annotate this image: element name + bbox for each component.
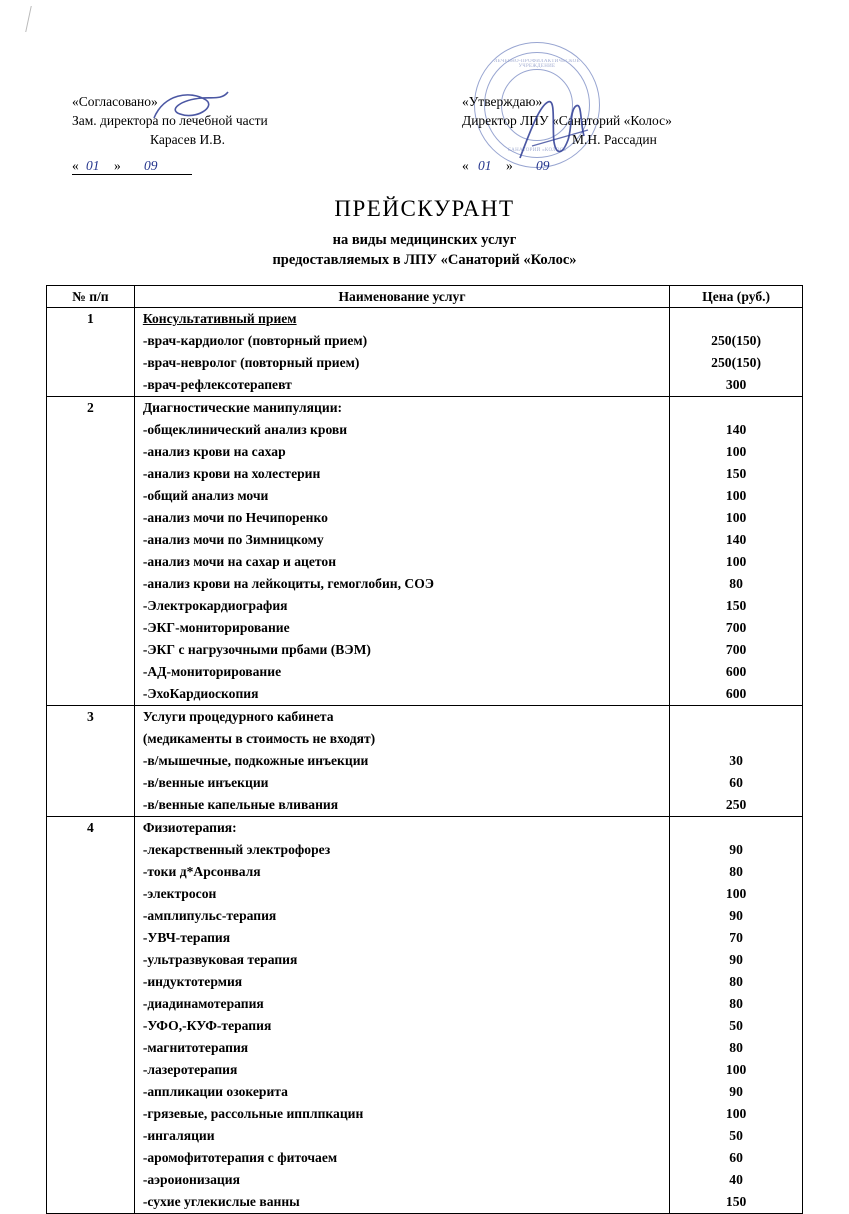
table-row [47,706,803,729]
cell-service-name: -токи д*Арсонваля [134,861,669,883]
cell-num [47,595,135,617]
cell-price: 100 [670,1059,803,1081]
cell-num [47,728,135,750]
table-row [47,905,803,927]
table-row [47,728,803,750]
cell-num [47,529,135,551]
cell-service-name: -Электрокардиография [134,595,669,617]
cell-service-name: -анализ крови на сахар [134,441,669,463]
cell-num [47,330,135,352]
cell-service-name: Физиотерапия: [134,817,669,840]
approval-left-title: «Согласовано» [72,94,158,109]
table-row [47,397,803,420]
cell-num [47,1059,135,1081]
cell-price: 80 [670,861,803,883]
cell-num: 4 [47,817,135,840]
cell-service-name: -анализ мочи на сахар и ацетон [134,551,669,573]
cell-num [47,1081,135,1103]
cell-num [47,441,135,463]
cell-num [47,551,135,573]
cell-price: 60 [670,772,803,794]
cell-num: 3 [47,706,135,729]
document-heading [0,196,849,270]
table-row [47,1059,803,1081]
cell-num [47,1169,135,1191]
table-body [47,308,803,1214]
table-row [47,485,803,507]
cell-service-name: -АД-мониторирование [134,661,669,683]
cell-service-name: -аромофитотерапия с фиточаем [134,1147,669,1169]
cell-price: 50 [670,1015,803,1037]
table-row [47,573,803,595]
cell-service-name: -диадинамотерапия [134,993,669,1015]
table-row [47,463,803,485]
approval-left-date-underline [72,174,192,175]
cell-num [47,352,135,374]
table-row [47,419,803,441]
table-row [47,661,803,683]
table-row [47,1125,803,1147]
approval-left-date [72,156,402,176]
cell-num [47,883,135,905]
cell-num [47,374,135,397]
table-row [47,971,803,993]
table-row [47,1015,803,1037]
document-subtitle-line1: на виды медицинских услуг [332,232,517,248]
cell-service-name: -ультразвуковая терапия [134,949,669,971]
cell-price: 70 [670,927,803,949]
cell-price: 100 [670,551,803,573]
cell-service-name: -в/венные капельные вливания [134,794,669,817]
cell-service-name: -врач-невролог (повторный прием) [134,352,669,374]
cell-service-name: -лекарственный электрофорез [134,839,669,861]
approval-right-month: 09 [536,158,550,173]
cell-service-name: -ингаляции [134,1125,669,1147]
cell-price: 80 [670,971,803,993]
cell-price: 90 [670,949,803,971]
approval-right-name: М.Н. Рассадин [572,132,657,147]
cell-service-name: -в/венные инъекции [134,772,669,794]
cell-price: 600 [670,683,803,706]
cell-service-name: -анализ крови на лейкоциты, гемоглобин, СОЭ [134,573,669,595]
cell-service-name: Диагностические манипуляции: [134,397,669,420]
table-row [47,1081,803,1103]
approval-left-day: 01 [86,158,100,173]
cell-service-name: -анализ мочи по Нечипоренко [134,507,669,529]
approval-left-position: Зам. директора по лечебной части [72,113,268,128]
cell-price: 30 [670,750,803,772]
table-row [47,817,803,840]
approval-left-date-quote-open: « [72,158,79,173]
cell-num [47,1037,135,1059]
cell-price: 700 [670,617,803,639]
cell-service-name: -ЭКГ с нагрузочными прбами (ВЭМ) [134,639,669,661]
cell-service-name: -аэроионизация [134,1169,669,1191]
cell-num [47,993,135,1015]
cell-price: 140 [670,419,803,441]
cell-service-name: -общий анализ мочи [134,485,669,507]
table-row [47,551,803,573]
approval-left-month: 09 [144,158,158,173]
table-row [47,330,803,352]
cell-price: 100 [670,485,803,507]
cell-price: 600 [670,661,803,683]
cell-num [47,507,135,529]
cell-service-name: -УВЧ-терапия [134,927,669,949]
table-row [47,1037,803,1059]
table-row [47,750,803,772]
cell-price: 60 [670,1147,803,1169]
approval-right-position: Директор ЛПУ «Санаторий «Колос» [462,113,672,128]
cell-service-name: Услуги процедурного кабинета [134,706,669,729]
approval-right [462,92,802,176]
cell-service-name: -лазеротерапия [134,1059,669,1081]
cell-num [47,617,135,639]
header-price: Цена (руб.) [670,286,803,308]
cell-price: 300 [670,374,803,397]
cell-service-name: -магнитотерапия [134,1037,669,1059]
cell-num [47,485,135,507]
cell-price: 250 [670,794,803,817]
table-header-row [47,286,803,308]
approval-left [72,92,402,176]
cell-service-name: -врач-рефлексотерапевт [134,374,669,397]
cell-price: 150 [670,463,803,485]
cell-num: 1 [47,308,135,331]
table-row [47,374,803,397]
cell-num [47,1015,135,1037]
cell-service-name-underlined: Консультативный прием [142,311,297,326]
approval-right-date [462,156,802,176]
table-row [47,993,803,1015]
table-row [47,883,803,905]
table-row [47,794,803,817]
cell-num [47,463,135,485]
cell-price: 100 [670,1103,803,1125]
cell-price: 90 [670,839,803,861]
cell-price: 100 [670,883,803,905]
cell-price [670,308,803,331]
table-row [47,1169,803,1191]
document-subtitle-line2: предоставляемых в ЛПУ «Санаторий «Колос» [272,252,577,268]
cell-num: 2 [47,397,135,420]
cell-service-name: -электросон [134,883,669,905]
cell-num [47,573,135,595]
table-row [47,507,803,529]
approvals-block [0,92,849,182]
stamp-text-top: ЛЕЧЕБНО-ПРОФИЛАКТИЧЕСКОЕ УЧРЕЖДЕНИЕ [494,59,580,69]
table-row [47,1147,803,1169]
table-row [47,839,803,861]
cell-price: 90 [670,1081,803,1103]
cell-num [47,750,135,772]
cell-num [47,861,135,883]
cell-service-name: -индуктотермия [134,971,669,993]
cell-num [47,639,135,661]
cell-num [47,1103,135,1125]
cell-service-name: -аппликации озокерита [134,1081,669,1103]
cell-service-name: -врач-кардиолог (повторный прием) [134,330,669,352]
approval-right-date-quote-close: » [506,158,513,173]
cell-price: 150 [670,595,803,617]
cell-num [47,683,135,706]
cell-num [47,949,135,971]
cell-price: 700 [670,639,803,661]
cell-num [47,661,135,683]
table-row [47,639,803,661]
cell-price: 250(150) [670,330,803,352]
table-row [47,683,803,706]
table-row [47,927,803,949]
cell-num [47,1191,135,1214]
stamp-text-bottom: САНАТОРИЙ «КОЛОС» [507,148,567,153]
cell-price [670,728,803,750]
cell-num [47,971,135,993]
cell-price [670,706,803,729]
approval-right-title: «Утверждаю» [462,94,543,109]
approval-left-date-quote-close: » [114,158,121,173]
cell-service-name: -ЭКГ-мониторирование [134,617,669,639]
approval-right-date-quote-open: « [462,158,469,173]
cell-num [47,1125,135,1147]
document-subtitle [0,230,849,270]
cell-num [47,839,135,861]
header-name: Наименование услуг [134,286,669,308]
cell-num [47,772,135,794]
cell-price: 80 [670,573,803,595]
cell-num [47,1147,135,1169]
cell-price: 100 [670,507,803,529]
cell-price: 80 [670,993,803,1015]
cell-service-name: -анализ крови на холестерин [134,463,669,485]
cell-service-name: -в/мышечные, подкожные инъекции [134,750,669,772]
cell-service-name: -общеклинический анализ крови [134,419,669,441]
page-title: ПРЕЙСКУРАНТ [334,196,515,221]
cell-service-name: (медикаменты в стоимость не входят) [134,728,669,750]
cell-price: 140 [670,529,803,551]
table-row [47,441,803,463]
table-row [47,617,803,639]
table-row [47,352,803,374]
approval-left-name: Карасев И.В. [150,132,225,147]
cell-service-name: -грязевые, рассольные ипплпкацин [134,1103,669,1125]
table-row [47,308,803,331]
cell-price: 50 [670,1125,803,1147]
cell-service-name: -амплипульс-терапия [134,905,669,927]
table-row [47,529,803,551]
approval-right-day: 01 [478,158,492,173]
header-num: № п/п [47,286,135,308]
cell-price: 100 [670,441,803,463]
cell-price: 80 [670,1037,803,1059]
table-row [47,595,803,617]
cell-price [670,817,803,840]
table-row [47,949,803,971]
table-row [47,861,803,883]
cell-service-name: -анализ мочи по Зимницкому [134,529,669,551]
cell-service-name: -УФО,-КУФ-терапия [134,1015,669,1037]
cell-price: 90 [670,905,803,927]
cell-service-name: -ЭхоКардиоскопия [134,683,669,706]
cell-price [670,397,803,420]
cell-num [47,927,135,949]
table-row [47,772,803,794]
cell-price: 250(150) [670,352,803,374]
table-row [47,1103,803,1125]
scan-artifact [25,6,48,32]
price-table [46,285,803,1214]
table-row [47,1191,803,1214]
cell-num [47,905,135,927]
cell-num [47,794,135,817]
cell-num [47,419,135,441]
cell-price: 150 [670,1191,803,1214]
cell-service-name [134,308,669,331]
cell-service-name: -сухие углекислые ванны [134,1191,669,1214]
cell-price: 40 [670,1169,803,1191]
